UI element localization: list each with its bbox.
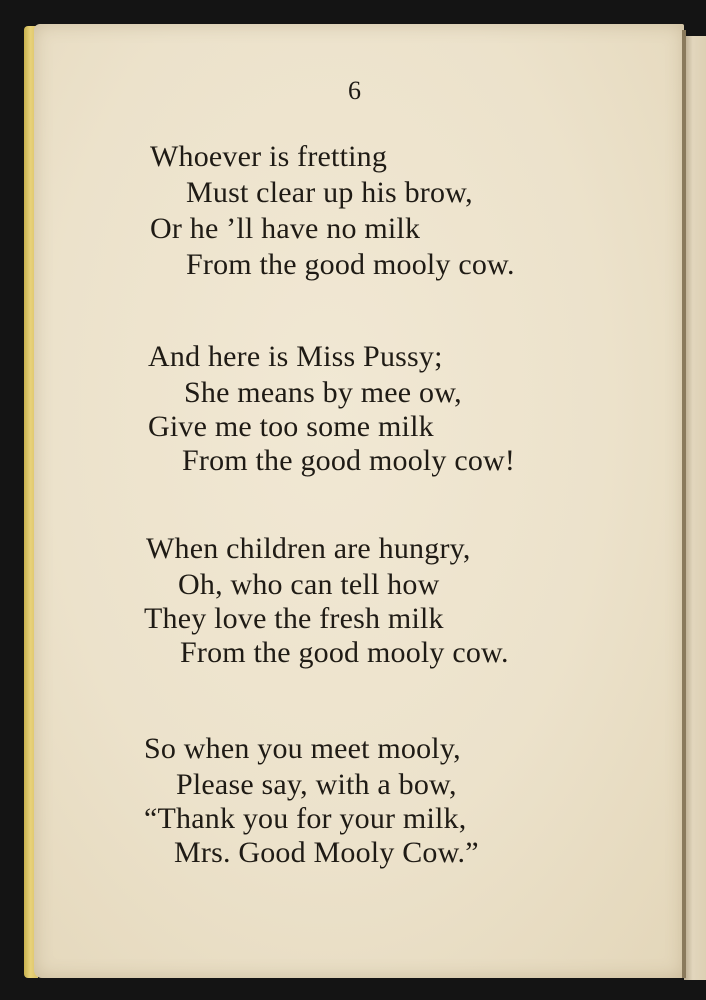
poem-line: She means by mee ow, — [184, 376, 462, 409]
poem-line: Or he ’ll have no milk — [150, 212, 421, 245]
poem-line: Whoever is fretting — [150, 140, 388, 173]
poem-line: Oh, who can tell how — [178, 568, 440, 601]
poem-line: They love the fresh milk — [144, 602, 444, 635]
poem-line: Give me too some milk — [148, 410, 434, 443]
page-number: 6 — [348, 76, 361, 105]
poem-line: From the good mooly cow. — [180, 636, 509, 669]
poem-line: From the good mooly cow. — [186, 248, 515, 281]
poem-line: “Thank you for your milk, — [144, 802, 467, 835]
poem-line: Please say, with a bow, — [176, 768, 457, 801]
poem-line: When children are hungry, — [146, 532, 471, 565]
poem-line: And here is Miss Pussy; — [148, 340, 443, 373]
poem-line: Mrs. Good Mooly Cow.” — [174, 836, 479, 869]
poem-line: So when you meet mooly, — [144, 732, 461, 765]
poem-line: From the good mooly cow! — [182, 444, 516, 477]
poem-line: Must clear up his brow, — [186, 176, 473, 209]
